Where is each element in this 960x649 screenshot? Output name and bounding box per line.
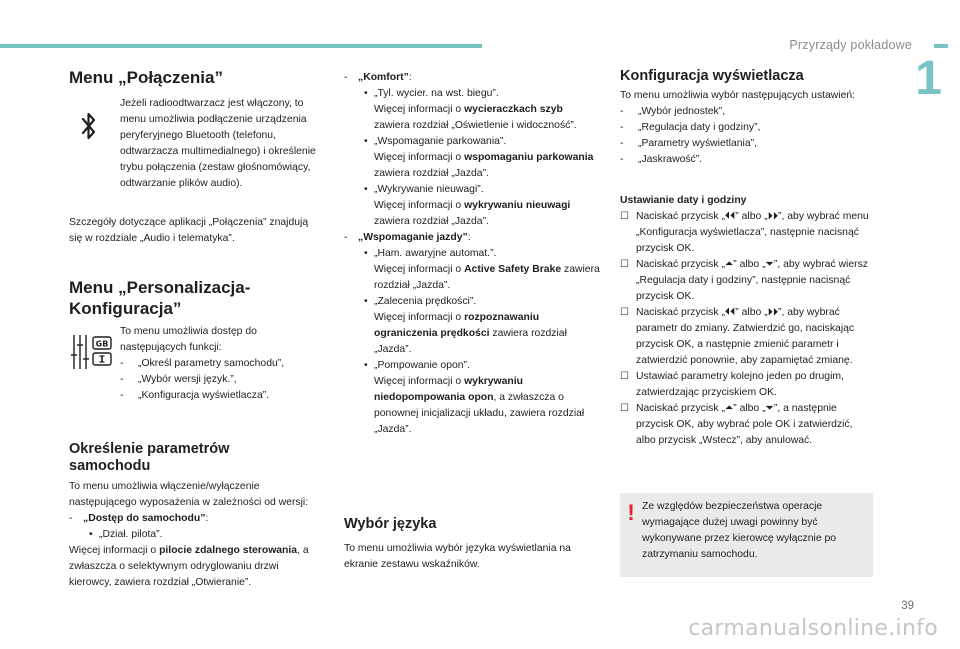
list-item: - „Wybór wersji język.”,	[120, 374, 237, 385]
datetime-block	[620, 193, 875, 449]
list-item: - „Regulacja daty i godziny”,	[620, 122, 761, 133]
personalization-intro: To menu umożliwia dostęp do następujących funkcji:	[120, 326, 257, 353]
personalization-title	[69, 277, 250, 319]
step-marker-icon: ☐	[620, 211, 629, 222]
list-item: • „Wykrywanie nieuwagi”. Więcej informacji o wykrywaniu nieuwagi zawiera rozdział „Jazda”.	[364, 184, 571, 227]
connections-details: Szczegóły dotyczące aplikacji „Połączenia” znajdują się w rozdziale „Audio i telematyka”.	[69, 217, 309, 244]
display-list	[620, 104, 875, 168]
access-item: - „Dostęp do samochodu”:	[69, 513, 209, 524]
list-item: - „Jaskrawość”.	[620, 154, 703, 165]
list-item: • „Pompowanie opon”. Więcej informacji o wykrywaniu niedopompowania opon, a zwłaszcza o ponownej inicjalizacji układu, zawiera rozdział „Jazda”.	[364, 360, 585, 435]
list-item: - „Określ parametry samochodu”,	[120, 358, 285, 369]
display-block	[620, 88, 875, 168]
list-item: • „Zalecenia prędkości”. Więcej informacji o rozpoznawaniu ograniczenia prędkości zawiera rozdział „Jazda”.	[364, 296, 567, 355]
personalization-title-line2: Konfiguracja”	[69, 299, 182, 318]
list-item: ☐ Naciskać przycisk „⏶” albo „⏷”, a następnie przycisk OK, aby wybrać pole OK i zatwierdzić, albo przycisk „Wstecz”, aby anulować.	[620, 403, 853, 446]
vehicle-params-title: Określenie parametrów samochodu	[69, 441, 230, 474]
connections-title: Menu „Połączenia”	[69, 68, 223, 87]
running-title: Przyrządy pokładowe	[789, 38, 912, 52]
svg-text:GB: GB	[95, 339, 109, 349]
language-title: Wybór języka	[344, 516, 437, 532]
display-title: Konfiguracja wyświetlacza	[620, 68, 804, 84]
list-item: - „Parametry wyświetlania”,	[620, 138, 757, 149]
list-item: ☐ Naciskać przycisk „⏴⏴” albo „⏵⏵”, aby wybrać parametr do zmiany. Zatwierdzić go, naciskając przycisk OK, a następnie zmienić parametr i zatwierdzić ponownie, aby zapamiętać zmianę.	[620, 307, 855, 366]
pilot-more-info: Więcej informacji o pilocie zdalnego sterowania, a zwłaszcza o selektywnym odryglowaniu drzwi kierowcy, zawiera rozdział „Otwieranie”.	[69, 545, 309, 588]
watermark: carmanualsonline.info	[688, 616, 938, 641]
list-item: • „Ham. awaryjne automat.”. Więcej informacji o Active Safety Brake zawiera rozdział „Jazda”.	[364, 248, 600, 291]
connections-intro: Jeżeli radioodtwarzacz jest włączony, to menu umożliwia podłączenie urządzenia peryferyjnego Bluetooth (telefonu, odtwarzacza multimedialnego) i określenie trybu połączenia (zestaw głośnomówiący, odtwarzanie plików audio).	[120, 98, 316, 189]
personalization-list	[120, 356, 323, 404]
list-item: ☐ Ustawiać parametry kolejno jeden po drugim, zatwierdzając przyciskiem OK.	[620, 371, 844, 398]
chapter-tab-rule	[934, 44, 948, 48]
list-item: - „Konfiguracja wyświetlacza”.	[120, 390, 270, 401]
language-text: To menu umożliwia wybór języka wyświetlania na ekranie zestawu wskaźników.	[344, 543, 571, 570]
step-marker-icon: ☐	[620, 259, 629, 270]
list-item: • „Wspomaganie parkowania”. Więcej informacji o wspomaganiu parkowania zawiera rozdział „Jazda”.	[364, 136, 594, 179]
driving-aid-heading: - „Wspomaganie jazdy”:	[344, 232, 471, 243]
list-item: ☐ Naciskać przycisk „⏴⏴” albo „⏵⏵”, aby wybrać menu „Konfiguracja wyświetlacza”, następnie nacisnąć przycisk OK.	[620, 211, 869, 254]
vehicle-params-intro: To menu umożliwia włączenie/wyłączenie następującego wyposażenia w zależności od wersji:	[69, 481, 309, 508]
page-number: 39	[901, 600, 914, 612]
safety-warning-box	[620, 493, 873, 577]
warning-exclamation-icon: !	[627, 500, 635, 525]
warning-text: Ze względów bezpieczeństwa operacje wymagające dużej uwagi powinny być wykonywane przez kierowcę wyłącznie po zatrzymaniu samochodu.	[642, 501, 837, 560]
comfort-heading: - „Komfort”:	[344, 72, 412, 83]
display-intro: To menu umożliwia wybór następujących ustawień:	[620, 90, 856, 101]
personalization-title-line1: Menu „Personalizacja-	[69, 278, 251, 297]
datetime-title: Ustawianie daty i godziny	[620, 195, 747, 206]
list-item: - „Wybór jednostek”,	[620, 106, 726, 117]
step-marker-icon: ☐	[620, 371, 629, 382]
personalization-block	[120, 324, 323, 404]
bluetooth-icon	[75, 108, 103, 144]
comfort-block	[344, 70, 600, 438]
list-item: • „Tyl. wycier. na wst. biegu”. Więcej informacji o wycieraczkach szyb zawiera rozdział „Oświetlenie i widoczność”.	[364, 88, 577, 131]
header-rule	[0, 44, 482, 48]
pilot-item: • „Dział. pilota”.	[89, 529, 163, 540]
list-item: ☐ Naciskać przycisk „⏶” albo „⏷”, aby wybrać wiersz „Regulacja daty i godziny”, następnie nacisnąć przycisk OK.	[620, 259, 868, 302]
step-marker-icon: ☐	[620, 403, 629, 414]
settings-flag-icon	[70, 332, 114, 372]
vehicle-params-block	[69, 479, 323, 591]
step-marker-icon: ☐	[620, 307, 629, 318]
chapter-number: 1	[915, 52, 942, 105]
